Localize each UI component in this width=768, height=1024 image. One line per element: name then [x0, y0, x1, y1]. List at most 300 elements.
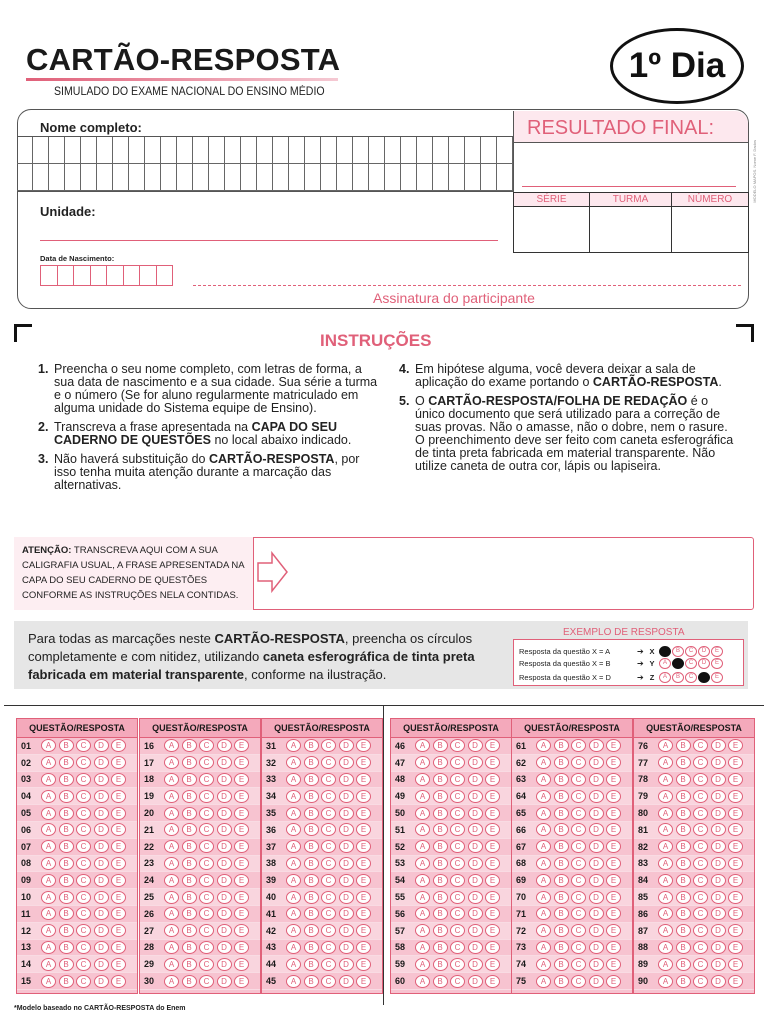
- name-letter-cell[interactable]: [17, 137, 33, 164]
- answer-bubble-e[interactable]: E: [111, 958, 126, 971]
- answer-bubble-a[interactable]: A: [658, 857, 673, 870]
- name-letter-cell[interactable]: [129, 164, 145, 191]
- answer-bubble-b[interactable]: B: [554, 823, 569, 836]
- answer-bubble-b[interactable]: B: [182, 823, 197, 836]
- name-letter-cell[interactable]: [337, 164, 353, 191]
- answer-bubble-d[interactable]: D: [217, 756, 232, 769]
- name-letter-cell[interactable]: [369, 164, 385, 191]
- answer-bubble-c[interactable]: C: [199, 874, 214, 887]
- answer-bubble-e[interactable]: E: [728, 773, 743, 786]
- answer-bubble-c[interactable]: C: [571, 907, 586, 920]
- answer-bubble-c[interactable]: C: [76, 941, 91, 954]
- answer-bubble-c[interactable]: C: [76, 773, 91, 786]
- answer-bubble-e[interactable]: E: [606, 823, 621, 836]
- answer-bubble-a[interactable]: A: [536, 924, 551, 937]
- answer-bubble-e[interactable]: E: [234, 941, 249, 954]
- answer-bubble-a[interactable]: A: [658, 924, 673, 937]
- answer-bubble-a[interactable]: A: [286, 823, 301, 836]
- answer-bubble-c[interactable]: C: [693, 891, 708, 904]
- answer-bubble-c[interactable]: C: [693, 907, 708, 920]
- answer-bubble-b[interactable]: B: [433, 975, 448, 988]
- answer-bubble-c[interactable]: C: [321, 874, 336, 887]
- answer-bubble-a[interactable]: A: [415, 975, 430, 988]
- answer-bubble-a[interactable]: A: [536, 756, 551, 769]
- answer-bubble-e[interactable]: E: [728, 874, 743, 887]
- answer-bubble-d[interactable]: D: [468, 857, 483, 870]
- answer-bubble-d[interactable]: D: [339, 857, 354, 870]
- answer-bubble-d[interactable]: D: [217, 958, 232, 971]
- answer-bubble-c[interactable]: C: [76, 958, 91, 971]
- answer-bubble-b[interactable]: B: [554, 773, 569, 786]
- answer-bubble-d[interactable]: D: [711, 773, 726, 786]
- answer-bubble-e[interactable]: E: [485, 857, 500, 870]
- answer-bubble-a[interactable]: A: [164, 891, 179, 904]
- answer-bubble-c[interactable]: C: [199, 941, 214, 954]
- answer-bubble-c[interactable]: C: [450, 857, 465, 870]
- answer-bubble-a[interactable]: A: [415, 756, 430, 769]
- answer-bubble-c[interactable]: C: [199, 958, 214, 971]
- answer-bubble-e[interactable]: E: [234, 857, 249, 870]
- answer-bubble-a[interactable]: A: [286, 756, 301, 769]
- answer-bubble-e[interactable]: E: [606, 975, 621, 988]
- answer-bubble-d[interactable]: D: [339, 773, 354, 786]
- answer-bubble-b[interactable]: B: [182, 790, 197, 803]
- answer-bubble-a[interactable]: A: [658, 790, 673, 803]
- answer-bubble-e[interactable]: E: [356, 924, 371, 937]
- answer-bubble-a[interactable]: A: [164, 857, 179, 870]
- answer-bubble-d[interactable]: D: [589, 857, 604, 870]
- answer-bubble-b[interactable]: B: [59, 857, 74, 870]
- answer-bubble-e[interactable]: E: [606, 807, 621, 820]
- name-letter-cell[interactable]: [449, 164, 465, 191]
- answer-bubble-e[interactable]: E: [728, 891, 743, 904]
- answer-bubble-a[interactable]: A: [164, 840, 179, 853]
- answer-bubble-d[interactable]: D: [217, 941, 232, 954]
- name-letter-cell[interactable]: [129, 137, 145, 164]
- answer-bubble-e[interactable]: E: [485, 739, 500, 752]
- answer-bubble-a[interactable]: A: [164, 907, 179, 920]
- answer-bubble-a[interactable]: A: [41, 857, 56, 870]
- answer-bubble-c[interactable]: C: [450, 924, 465, 937]
- answer-bubble-b[interactable]: B: [433, 874, 448, 887]
- answer-bubble-d[interactable]: D: [217, 807, 232, 820]
- answer-bubble-d[interactable]: D: [468, 874, 483, 887]
- answer-bubble-d[interactable]: D: [468, 823, 483, 836]
- answer-bubble-d[interactable]: D: [468, 739, 483, 752]
- answer-bubble-a[interactable]: A: [41, 823, 56, 836]
- name-letter-cell[interactable]: [113, 137, 129, 164]
- numero-field[interactable]: [672, 207, 748, 252]
- answer-bubble-a[interactable]: A: [41, 907, 56, 920]
- answer-bubble-c[interactable]: C: [693, 739, 708, 752]
- answer-bubble-c[interactable]: C: [571, 891, 586, 904]
- answer-bubble-e[interactable]: E: [111, 790, 126, 803]
- answer-bubble-b[interactable]: B: [182, 907, 197, 920]
- answer-bubble-e[interactable]: E: [485, 907, 500, 920]
- answer-bubble-a[interactable]: A: [536, 907, 551, 920]
- answer-bubble-a[interactable]: A: [164, 941, 179, 954]
- answer-bubble-c[interactable]: C: [450, 891, 465, 904]
- answer-bubble-d[interactable]: D: [94, 891, 109, 904]
- answer-bubble-b[interactable]: B: [59, 924, 74, 937]
- answer-bubble-e[interactable]: E: [234, 874, 249, 887]
- answer-bubble-b[interactable]: B: [554, 807, 569, 820]
- answer-bubble-b[interactable]: B: [676, 958, 691, 971]
- answer-bubble-b[interactable]: B: [59, 907, 74, 920]
- answer-bubble-b[interactable]: B: [554, 907, 569, 920]
- answer-bubble-a[interactable]: A: [415, 907, 430, 920]
- answer-bubble-e[interactable]: E: [485, 924, 500, 937]
- answer-bubble-a[interactable]: A: [536, 857, 551, 870]
- answer-bubble-b[interactable]: B: [554, 790, 569, 803]
- answer-bubble-a[interactable]: A: [415, 823, 430, 836]
- answer-bubble-b[interactable]: B: [59, 874, 74, 887]
- answer-bubble-d[interactable]: D: [339, 840, 354, 853]
- answer-bubble-a[interactable]: A: [536, 790, 551, 803]
- answer-bubble-d[interactable]: D: [589, 958, 604, 971]
- answer-bubble-a[interactable]: A: [536, 891, 551, 904]
- answer-bubble-a[interactable]: A: [658, 975, 673, 988]
- answer-bubble-e[interactable]: E: [234, 823, 249, 836]
- answer-bubble-d[interactable]: D: [589, 975, 604, 988]
- answer-bubble-d[interactable]: D: [217, 891, 232, 904]
- name-letter-cell[interactable]: [33, 164, 49, 191]
- name-letter-cell[interactable]: [17, 164, 33, 191]
- answer-bubble-a[interactable]: A: [41, 840, 56, 853]
- answer-bubble-b[interactable]: B: [182, 773, 197, 786]
- answer-bubble-d[interactable]: D: [589, 739, 604, 752]
- answer-bubble-e[interactable]: E: [234, 790, 249, 803]
- answer-bubble-c[interactable]: C: [321, 891, 336, 904]
- name-letter-cell[interactable]: [225, 137, 241, 164]
- answer-bubble-b[interactable]: B: [433, 958, 448, 971]
- answer-bubble-a[interactable]: A: [41, 891, 56, 904]
- answer-bubble-c[interactable]: C: [693, 773, 708, 786]
- answer-bubble-a[interactable]: A: [41, 941, 56, 954]
- answer-bubble-a[interactable]: A: [415, 958, 430, 971]
- answer-bubble-d[interactable]: D: [217, 840, 232, 853]
- answer-bubble-b[interactable]: B: [182, 840, 197, 853]
- name-letter-cell[interactable]: [385, 137, 401, 164]
- answer-bubble-c[interactable]: C: [571, 840, 586, 853]
- answer-bubble-b[interactable]: B: [433, 739, 448, 752]
- answer-bubble-b[interactable]: B: [304, 807, 319, 820]
- answer-bubble-a[interactable]: A: [286, 857, 301, 870]
- answer-bubble-e[interactable]: E: [356, 874, 371, 887]
- answer-bubble-e[interactable]: E: [485, 941, 500, 954]
- answer-bubble-a[interactable]: A: [164, 874, 179, 887]
- name-letter-cell[interactable]: [113, 164, 129, 191]
- answer-bubble-b[interactable]: B: [304, 840, 319, 853]
- answer-bubble-c[interactable]: C: [693, 958, 708, 971]
- answer-bubble-d[interactable]: D: [339, 924, 354, 937]
- answer-bubble-c[interactable]: C: [199, 823, 214, 836]
- answer-bubble-e[interactable]: E: [111, 941, 126, 954]
- answer-bubble-c[interactable]: C: [571, 924, 586, 937]
- name-letter-cell[interactable]: [273, 137, 289, 164]
- answer-bubble-b[interactable]: B: [304, 739, 319, 752]
- name-letter-cell[interactable]: [449, 137, 465, 164]
- answer-bubble-d[interactable]: D: [339, 958, 354, 971]
- answer-bubble-b[interactable]: B: [59, 891, 74, 904]
- answer-bubble-a[interactable]: A: [658, 891, 673, 904]
- answer-bubble-a[interactable]: A: [415, 739, 430, 752]
- answer-bubble-b[interactable]: B: [433, 891, 448, 904]
- answer-bubble-b[interactable]: B: [59, 840, 74, 853]
- answer-bubble-e[interactable]: E: [356, 907, 371, 920]
- answer-bubble-a[interactable]: A: [536, 773, 551, 786]
- answer-bubble-c[interactable]: C: [450, 941, 465, 954]
- answer-bubble-e[interactable]: E: [234, 907, 249, 920]
- answer-bubble-b[interactable]: B: [304, 773, 319, 786]
- answer-bubble-d[interactable]: D: [94, 975, 109, 988]
- answer-bubble-e[interactable]: E: [356, 891, 371, 904]
- name-letter-cell[interactable]: [481, 164, 497, 191]
- answer-bubble-e[interactable]: E: [111, 807, 126, 820]
- answer-bubble-c[interactable]: C: [321, 807, 336, 820]
- answer-bubble-a[interactable]: A: [536, 840, 551, 853]
- answer-bubble-b[interactable]: B: [182, 857, 197, 870]
- answer-bubble-d[interactable]: D: [711, 874, 726, 887]
- answer-bubble-c[interactable]: C: [76, 857, 91, 870]
- answer-bubble-a[interactable]: A: [658, 941, 673, 954]
- answer-bubble-b[interactable]: B: [304, 941, 319, 954]
- answer-bubble-c[interactable]: C: [571, 756, 586, 769]
- answer-bubble-a[interactable]: A: [164, 924, 179, 937]
- answer-bubble-e[interactable]: E: [111, 823, 126, 836]
- answer-bubble-d[interactable]: D: [94, 807, 109, 820]
- answer-bubble-c[interactable]: C: [693, 756, 708, 769]
- answer-bubble-a[interactable]: A: [415, 891, 430, 904]
- answer-bubble-d[interactable]: D: [339, 941, 354, 954]
- answer-bubble-e[interactable]: E: [606, 857, 621, 870]
- answer-bubble-a[interactable]: A: [286, 907, 301, 920]
- answer-bubble-c[interactable]: C: [76, 756, 91, 769]
- answer-bubble-b[interactable]: B: [554, 840, 569, 853]
- answer-bubble-a[interactable]: A: [164, 807, 179, 820]
- answer-bubble-d[interactable]: D: [468, 907, 483, 920]
- answer-bubble-e[interactable]: E: [485, 756, 500, 769]
- answer-bubble-a[interactable]: A: [658, 739, 673, 752]
- answer-bubble-e[interactable]: E: [234, 807, 249, 820]
- answer-bubble-a[interactable]: A: [415, 857, 430, 870]
- answer-bubble-a[interactable]: A: [658, 907, 673, 920]
- answer-bubble-d[interactable]: D: [94, 907, 109, 920]
- answer-bubble-b[interactable]: B: [182, 891, 197, 904]
- answer-bubble-c[interactable]: C: [693, 840, 708, 853]
- answer-bubble-d[interactable]: D: [711, 840, 726, 853]
- answer-bubble-d[interactable]: D: [339, 807, 354, 820]
- answer-bubble-d[interactable]: D: [339, 823, 354, 836]
- name-letter-cell[interactable]: [465, 164, 481, 191]
- answer-bubble-c[interactable]: C: [321, 907, 336, 920]
- answer-bubble-c[interactable]: C: [76, 807, 91, 820]
- name-letter-cell[interactable]: [81, 164, 97, 191]
- answer-bubble-c[interactable]: C: [321, 756, 336, 769]
- name-letter-cell[interactable]: [273, 164, 289, 191]
- answer-bubble-a[interactable]: A: [536, 739, 551, 752]
- answer-bubble-a[interactable]: A: [658, 773, 673, 786]
- answer-bubble-b[interactable]: B: [59, 807, 74, 820]
- dob-input-boxes[interactable]: [40, 265, 172, 286]
- answer-bubble-b[interactable]: B: [59, 790, 74, 803]
- answer-bubble-d[interactable]: D: [217, 790, 232, 803]
- answer-bubble-e[interactable]: E: [606, 739, 621, 752]
- answer-bubble-a[interactable]: A: [286, 773, 301, 786]
- answer-bubble-c[interactable]: C: [199, 924, 214, 937]
- answer-bubble-e[interactable]: E: [728, 807, 743, 820]
- answer-bubble-a[interactable]: A: [286, 840, 301, 853]
- answer-bubble-b[interactable]: B: [676, 773, 691, 786]
- name-letter-cell[interactable]: [209, 164, 225, 191]
- answer-bubble-e[interactable]: E: [111, 924, 126, 937]
- answer-bubble-a[interactable]: A: [536, 958, 551, 971]
- name-letter-cell[interactable]: [193, 137, 209, 164]
- answer-bubble-e[interactable]: E: [356, 807, 371, 820]
- answer-bubble-d[interactable]: D: [468, 790, 483, 803]
- answer-bubble-a[interactable]: A: [286, 739, 301, 752]
- answer-bubble-c[interactable]: C: [199, 739, 214, 752]
- answer-bubble-b[interactable]: B: [676, 756, 691, 769]
- answer-bubble-d[interactable]: D: [589, 790, 604, 803]
- answer-bubble-b[interactable]: B: [304, 891, 319, 904]
- answer-bubble-c[interactable]: C: [76, 891, 91, 904]
- answer-bubble-d[interactable]: D: [468, 975, 483, 988]
- answer-bubble-c[interactable]: C: [693, 807, 708, 820]
- answer-bubble-e[interactable]: E: [485, 807, 500, 820]
- answer-bubble-a[interactable]: A: [658, 807, 673, 820]
- answer-bubble-d[interactable]: D: [589, 907, 604, 920]
- answer-bubble-a[interactable]: A: [536, 823, 551, 836]
- answer-bubble-d[interactable]: D: [94, 941, 109, 954]
- answer-bubble-e[interactable]: E: [728, 823, 743, 836]
- name-letter-cell[interactable]: [401, 137, 417, 164]
- answer-bubble-a[interactable]: A: [536, 941, 551, 954]
- answer-bubble-d[interactable]: D: [217, 874, 232, 887]
- answer-bubble-d[interactable]: D: [217, 739, 232, 752]
- answer-bubble-c[interactable]: C: [199, 907, 214, 920]
- answer-bubble-e[interactable]: E: [606, 840, 621, 853]
- name-letter-cell[interactable]: [193, 164, 209, 191]
- answer-bubble-e[interactable]: E: [111, 874, 126, 887]
- answer-bubble-d[interactable]: D: [468, 891, 483, 904]
- answer-bubble-e[interactable]: E: [728, 739, 743, 752]
- answer-bubble-d[interactable]: D: [711, 907, 726, 920]
- answer-bubble-a[interactable]: A: [286, 790, 301, 803]
- answer-bubble-d[interactable]: D: [339, 739, 354, 752]
- answer-bubble-e[interactable]: E: [485, 958, 500, 971]
- answer-bubble-d[interactable]: D: [339, 907, 354, 920]
- answer-bubble-e[interactable]: E: [111, 756, 126, 769]
- answer-bubble-a[interactable]: A: [164, 756, 179, 769]
- answer-bubble-c[interactable]: C: [321, 823, 336, 836]
- answer-bubble-b[interactable]: B: [554, 941, 569, 954]
- answer-bubble-a[interactable]: A: [41, 924, 56, 937]
- answer-bubble-e[interactable]: E: [234, 924, 249, 937]
- answer-bubble-a[interactable]: A: [286, 975, 301, 988]
- answer-bubble-d[interactable]: D: [94, 840, 109, 853]
- answer-bubble-b[interactable]: B: [304, 756, 319, 769]
- answer-bubble-d[interactable]: D: [468, 773, 483, 786]
- answer-bubble-e[interactable]: E: [728, 756, 743, 769]
- answer-bubble-c[interactable]: C: [199, 807, 214, 820]
- answer-bubble-b[interactable]: B: [676, 807, 691, 820]
- name-letter-cell[interactable]: [385, 164, 401, 191]
- answer-bubble-c[interactable]: C: [450, 823, 465, 836]
- answer-bubble-c[interactable]: C: [571, 958, 586, 971]
- answer-bubble-b[interactable]: B: [304, 823, 319, 836]
- answer-bubble-e[interactable]: E: [606, 941, 621, 954]
- answer-bubble-d[interactable]: D: [711, 924, 726, 937]
- answer-bubble-e[interactable]: E: [356, 790, 371, 803]
- name-letter-cell[interactable]: [65, 164, 81, 191]
- answer-bubble-e[interactable]: E: [728, 958, 743, 971]
- answer-bubble-a[interactable]: A: [41, 975, 56, 988]
- answer-bubble-b[interactable]: B: [433, 840, 448, 853]
- answer-bubble-a[interactable]: A: [415, 790, 430, 803]
- name-letter-cell[interactable]: [497, 137, 513, 164]
- answer-bubble-d[interactable]: D: [711, 790, 726, 803]
- answer-bubble-b[interactable]: B: [182, 924, 197, 937]
- answer-bubble-d[interactable]: D: [468, 840, 483, 853]
- answer-bubble-e[interactable]: E: [606, 891, 621, 904]
- answer-bubble-e[interactable]: E: [485, 790, 500, 803]
- answer-bubble-e[interactable]: E: [728, 790, 743, 803]
- name-letter-cell[interactable]: [257, 137, 273, 164]
- answer-bubble-d[interactable]: D: [589, 773, 604, 786]
- answer-bubble-d[interactable]: D: [94, 924, 109, 937]
- answer-bubble-a[interactable]: A: [415, 773, 430, 786]
- answer-bubble-e[interactable]: E: [606, 790, 621, 803]
- answer-bubble-a[interactable]: A: [41, 739, 56, 752]
- name-letter-cell[interactable]: [145, 164, 161, 191]
- answer-bubble-b[interactable]: B: [676, 941, 691, 954]
- answer-bubble-d[interactable]: D: [339, 790, 354, 803]
- name-input-grid[interactable]: [17, 136, 513, 192]
- answer-bubble-d[interactable]: D: [589, 756, 604, 769]
- name-letter-cell[interactable]: [49, 137, 65, 164]
- answer-bubble-d[interactable]: D: [711, 857, 726, 870]
- name-letter-cell[interactable]: [49, 164, 65, 191]
- answer-bubble-a[interactable]: A: [164, 773, 179, 786]
- answer-bubble-d[interactable]: D: [468, 941, 483, 954]
- answer-bubble-e[interactable]: E: [234, 891, 249, 904]
- name-letter-cell[interactable]: [97, 164, 113, 191]
- name-letter-cell[interactable]: [305, 137, 321, 164]
- answer-bubble-b[interactable]: B: [433, 907, 448, 920]
- name-letter-cell[interactable]: [177, 164, 193, 191]
- answer-bubble-a[interactable]: A: [536, 874, 551, 887]
- name-letter-cell[interactable]: [433, 137, 449, 164]
- answer-bubble-b[interactable]: B: [59, 975, 74, 988]
- answer-bubble-e[interactable]: E: [111, 840, 126, 853]
- answer-bubble-d[interactable]: D: [468, 756, 483, 769]
- answer-bubble-b[interactable]: B: [676, 857, 691, 870]
- name-letter-cell[interactable]: [97, 137, 113, 164]
- answer-bubble-a[interactable]: A: [658, 840, 673, 853]
- answer-bubble-d[interactable]: D: [217, 823, 232, 836]
- answer-bubble-b[interactable]: B: [554, 958, 569, 971]
- answer-bubble-c[interactable]: C: [199, 756, 214, 769]
- answer-bubble-a[interactable]: A: [41, 874, 56, 887]
- answer-bubble-a[interactable]: A: [415, 941, 430, 954]
- answer-bubble-b[interactable]: B: [676, 790, 691, 803]
- answer-bubble-a[interactable]: A: [41, 756, 56, 769]
- answer-bubble-d[interactable]: D: [468, 807, 483, 820]
- answer-bubble-b[interactable]: B: [182, 958, 197, 971]
- answer-bubble-b[interactable]: B: [676, 823, 691, 836]
- answer-bubble-b[interactable]: B: [59, 739, 74, 752]
